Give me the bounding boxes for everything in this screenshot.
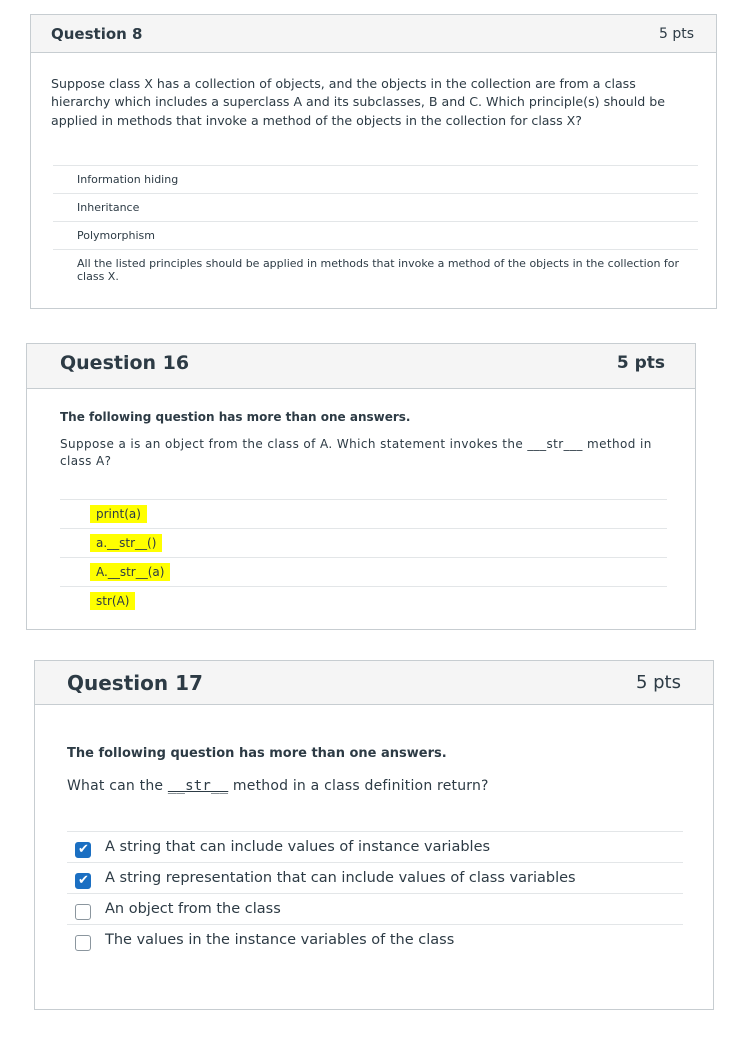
answer-list	[60, 499, 667, 615]
answer-label: The values in the instance variables of the class	[105, 932, 455, 949]
answer-option[interactable]	[53, 165, 698, 193]
question-text: Suppose class X has a collection of objects, and the objects in the collection are from a class hierarchy which includes a superclass A and its subclasses, B and C. Which principle(s) should be applied in methods that invoke a method of the objects in the collection for class X?	[51, 76, 666, 128]
answer-option[interactable]	[67, 924, 683, 955]
highlighted-answer-label: a.__str__()	[90, 534, 162, 552]
highlighted-answer-label: print(a)	[90, 505, 147, 523]
highlighted-answer-label: A.__str__(a)	[90, 563, 170, 581]
question-subtitle: The following question has more than one answers.	[67, 746, 447, 761]
answer-checkbox[interactable]	[75, 935, 91, 951]
answer-label: Polymorphism	[77, 229, 155, 242]
question-points: 5 pts	[658, 26, 694, 42]
question-header	[35, 661, 713, 705]
answer-option[interactable]	[53, 193, 698, 221]
answer-label: All the listed principles should be applied in methods that invoke a method of the objects in the collection for class X.	[77, 257, 680, 283]
answer-option[interactable]	[60, 557, 667, 586]
question-17-card	[34, 660, 714, 1010]
answer-option[interactable]	[53, 249, 698, 290]
question-header	[27, 344, 695, 389]
answer-label: An object from the class	[105, 901, 281, 918]
answer-option[interactable]	[67, 862, 683, 893]
answer-label: A string that can include values of instance variables	[105, 839, 491, 855]
answer-list	[53, 165, 698, 290]
question-text: Suppose a is an object from the class of A. Which statement invokes the ___str___ method in class A?	[60, 437, 652, 469]
question-code: __str__	[167, 778, 229, 794]
answer-checkbox[interactable]	[75, 842, 91, 858]
question-title: Question 17	[67, 671, 203, 695]
question-points: 5 pts	[616, 353, 665, 373]
answer-option[interactable]	[67, 893, 683, 924]
highlighted-answer-label: str(A)	[90, 592, 135, 610]
question-8-card	[30, 14, 717, 309]
answer-option[interactable]	[67, 831, 683, 862]
answer-label: Inheritance	[77, 201, 140, 214]
answer-checkbox[interactable]	[75, 904, 91, 920]
answer-list	[67, 831, 683, 956]
answer-checkbox[interactable]	[75, 873, 91, 889]
answer-label: Information hiding	[77, 173, 179, 186]
question-header	[31, 15, 716, 53]
question-subtitle: The following question has more than one answers.	[60, 410, 411, 424]
question-title: Question 8	[51, 25, 143, 43]
question-text-after: method in a class definition return?	[228, 778, 489, 794]
question-16-card	[26, 343, 696, 630]
answer-option[interactable]	[53, 221, 698, 249]
question-title: Question 16	[60, 352, 190, 374]
question-text	[67, 776, 489, 796]
question-points: 5 pts	[635, 672, 681, 693]
answer-option[interactable]	[60, 528, 667, 557]
answer-option[interactable]	[60, 499, 667, 528]
answer-label: A string representation that can include values of class variables	[105, 870, 576, 887]
question-text-before: What can the	[67, 778, 168, 794]
answer-option[interactable]	[60, 586, 667, 615]
